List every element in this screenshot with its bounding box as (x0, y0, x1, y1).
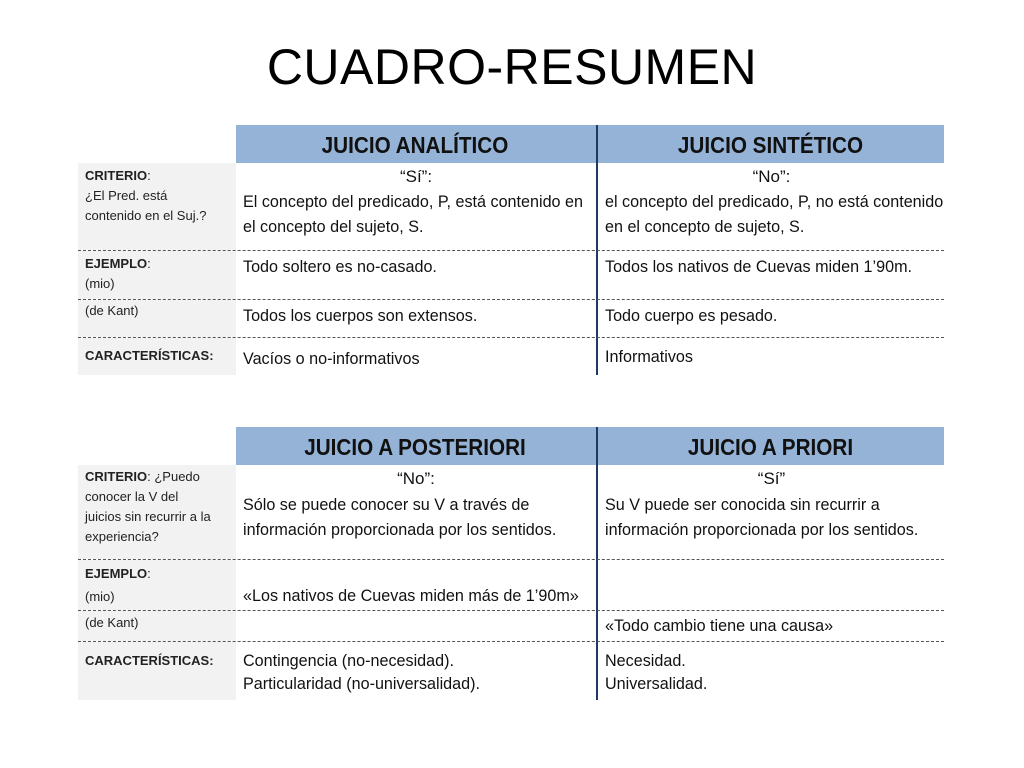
row-caracteristicas (78, 642, 944, 700)
cell-text: Universalidad. (605, 674, 708, 693)
cell-text: información proporcionada por los sentidos. (605, 520, 919, 539)
header-juicio-analitico: JUICIO ANALÍTICO (321, 132, 509, 158)
table-header (236, 125, 944, 163)
cell-text: el concepto del predicado, P, no está contenido (605, 192, 944, 211)
cell-text: Todos los nativos de Cuevas miden 1’90m. (605, 257, 913, 276)
answer-right: “No”: (752, 167, 791, 186)
row-criterio (78, 163, 944, 250)
row-caracteristicas (78, 338, 944, 375)
header-juicio-sintetico: JUICIO SINTÉTICO (677, 132, 864, 158)
row-label (78, 560, 236, 610)
label-question-line: conocer la V del (85, 489, 179, 504)
answer-right: “Sí” (757, 469, 786, 488)
label-criterio: CRITERIO (85, 469, 148, 484)
row-label (78, 338, 236, 375)
cell-text: información proporcionada por los sentidos. (243, 520, 557, 539)
cell-text: Informativos (605, 347, 693, 366)
row-label (78, 300, 236, 337)
label-criterio: CRITERIO (85, 168, 148, 183)
cell-text: Todos los cuerpos son extensos. (243, 306, 478, 325)
label-question-line: ¿El Pred. está (85, 188, 168, 203)
cell-text: Contingencia (no-necesidad). (243, 651, 454, 670)
summary-table-posteriori-priori (78, 427, 944, 700)
cell-text: Vacíos o no-informativos (243, 349, 420, 368)
label-caracteristicas: CARACTERÍSTICAS: (85, 348, 214, 363)
cell-text: «Los nativos de Cuevas miden más de 1’90m» (243, 586, 579, 605)
answer-left: “Sí”: (399, 167, 433, 186)
label-ejemplo: EJEMPLO (85, 256, 148, 271)
cell-text: el concepto del sujeto, S. (243, 217, 424, 236)
summary-table-analytic-synthetic (78, 125, 944, 375)
label-mio: (mio) (85, 276, 115, 291)
row-ejemplo-kant (78, 611, 944, 641)
cell-text: Todo cuerpo es pesado. (605, 306, 778, 325)
cell-text: El concepto del predicado, P, está contenido en (243, 192, 583, 211)
cell-text: Su V puede ser conocida sin recurrir a (605, 495, 880, 514)
row-label (78, 642, 236, 700)
row-criterio (78, 465, 944, 559)
row-label (78, 611, 236, 641)
row-label (78, 163, 236, 250)
page-title: CUADRO-RESUMEN (266, 39, 758, 95)
cell-text: Particularidad (no-universalidad). (243, 674, 480, 693)
cell-text: en el concepto de sujeto, S. (605, 217, 805, 236)
row-ejemplo-mio (78, 251, 944, 299)
cell-text: «Todo cambio tiene una causa» (605, 616, 834, 635)
label-punct: : (147, 256, 151, 271)
label-de-kant: (de Kant) (85, 615, 139, 630)
header-juicio-a-priori: JUICIO A PRIORI (687, 434, 854, 460)
label-question-start: : ¿Puedo (147, 469, 200, 484)
header-juicio-a-posteriori: JUICIO A POSTERIORI (304, 434, 526, 460)
label-ejemplo: EJEMPLO (85, 566, 148, 581)
label-de-kant: (de Kant) (85, 303, 139, 318)
row-label (78, 251, 236, 299)
label-mio: (mio) (85, 589, 115, 604)
cell-text: Necesidad. (605, 651, 686, 670)
table-header (236, 427, 944, 465)
label-question-line: juicios sin recurrir a la (85, 509, 211, 524)
label-punct: : (147, 566, 151, 581)
label-question-line: contenido en el Suj.? (85, 208, 207, 223)
row-ejemplo-mio (78, 560, 944, 610)
cell-text: Sólo se puede conocer su V a través de (243, 495, 530, 514)
row-label (78, 465, 236, 559)
label-punct: : (147, 168, 151, 183)
label-caracteristicas: CARACTERÍSTICAS: (85, 653, 214, 668)
row-ejemplo-kant (78, 300, 944, 337)
cell-text: Todo soltero es no-casado. (243, 257, 437, 276)
answer-left: “No”: (397, 469, 435, 488)
label-question-line: experiencia? (85, 529, 159, 544)
